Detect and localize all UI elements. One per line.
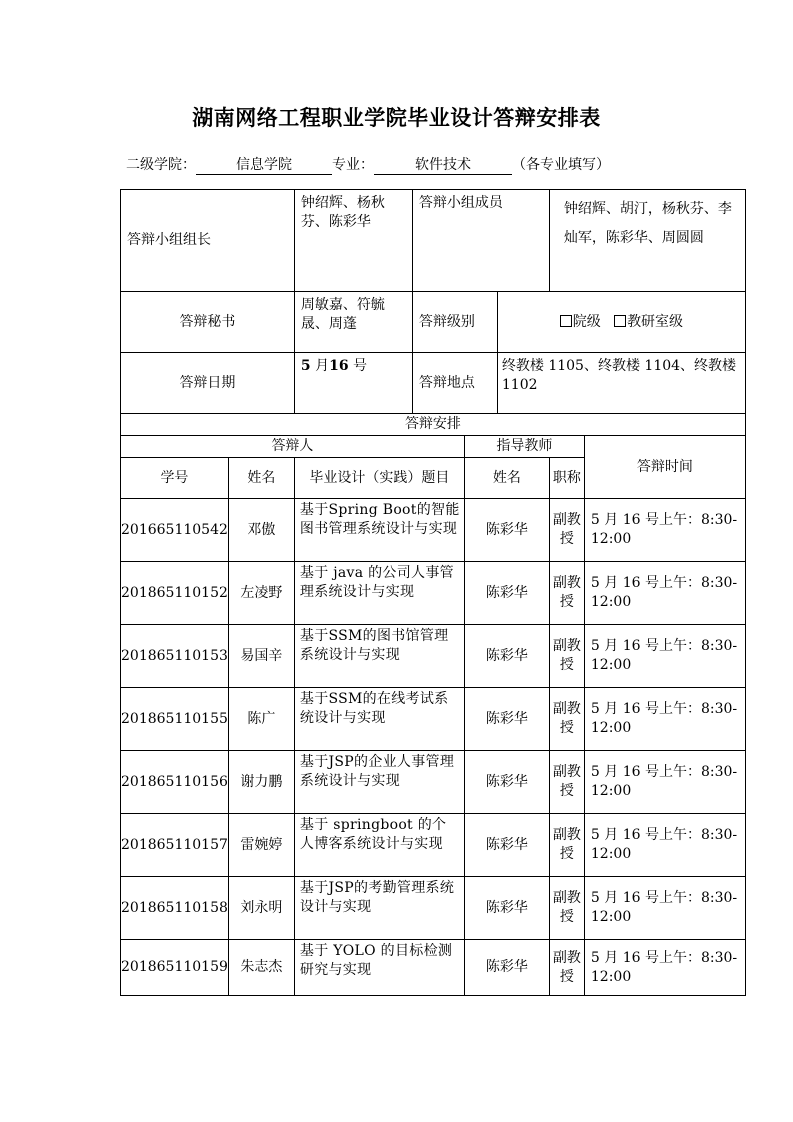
student-name: 陈广: [228, 688, 294, 751]
teacher-name: 陈彩华: [464, 814, 549, 877]
major-value: 软件技术: [374, 157, 512, 175]
table-row: [121, 562, 746, 625]
leader-row: [121, 190, 746, 292]
col-header-teacher-rank: 职称: [549, 458, 584, 499]
section-title-row: [121, 414, 746, 436]
schedule-table: [120, 189, 746, 996]
student-id: 201665110542: [121, 499, 229, 562]
defense-time: 5 月 16 号上午：8:30-12:00: [584, 562, 745, 625]
date-label: 答辩日期: [121, 353, 295, 414]
teacher-rank: 副教授: [549, 688, 584, 751]
table-row: [121, 625, 746, 688]
group-header-row: [121, 436, 746, 458]
teacher-name: 陈彩华: [464, 751, 549, 814]
members-label: 答辩小组成员: [412, 190, 549, 292]
student-name: 刘永明: [228, 877, 294, 940]
col-header-time: 答辩时间: [584, 436, 745, 499]
defense-time: 5 月 16 号上午：8:30-12:00: [584, 688, 745, 751]
col-header-teacher-name: 姓名: [464, 458, 549, 499]
table-row: [121, 751, 746, 814]
secretary-value: 周敏嘉、符毓晟、周蓬: [294, 292, 412, 353]
level-label: 答辩级别: [412, 292, 497, 353]
group-student-header: 答辩人: [121, 436, 465, 458]
level-checkbox-college[interactable]: [560, 315, 572, 327]
student-id: 201865110157: [121, 814, 229, 877]
leader-label: 答辩小组组长: [121, 190, 295, 292]
level-option-section: 教研室级: [627, 313, 684, 330]
student-name: 易国辛: [228, 625, 294, 688]
thesis-title: 基于JSP的考勤管理系统设计与实现: [294, 877, 464, 940]
defense-time: 5 月 16 号上午：8:30-12:00: [584, 814, 745, 877]
defense-time: 5 月 16 号上午：8:30-12:00: [584, 940, 745, 996]
group-teacher-header: 指导教师: [464, 436, 584, 458]
thesis-title: 基于SSM的图书馆管理系统设计与实现: [294, 625, 464, 688]
student-name: 左凌野: [228, 562, 294, 625]
leader-value: 钟绍辉、杨秋芬、陈彩华: [294, 190, 412, 292]
teacher-name: 陈彩华: [464, 877, 549, 940]
teacher-rank: 副教授: [549, 940, 584, 996]
thesis-title: 基于SSM的在线考试系统设计与实现: [294, 688, 464, 751]
level-options: [497, 292, 745, 353]
major-label: 专业：: [332, 157, 374, 173]
defense-time: 5 月 16 号上午：8:30-12:00: [584, 877, 745, 940]
student-name: 邓傲: [228, 499, 294, 562]
student-id: 201865110152: [121, 562, 229, 625]
student-name: 朱志杰: [228, 940, 294, 996]
student-id: 201865110155: [121, 688, 229, 751]
teacher-rank: 副教授: [549, 877, 584, 940]
table-row: [121, 940, 746, 996]
thesis-title: 基于 java 的公司人事管理系统设计与实现: [294, 562, 464, 625]
section-title: 答辩安排: [121, 414, 746, 436]
secretary-row: [121, 292, 746, 353]
student-id: 201865110158: [121, 877, 229, 940]
table-row: [121, 877, 746, 940]
level-checkbox-section[interactable]: [614, 315, 626, 327]
teacher-name: 陈彩华: [464, 562, 549, 625]
col-header-name: 姓名: [228, 458, 294, 499]
teacher-rank: 副教授: [549, 562, 584, 625]
student-name: 雷婉婷: [228, 814, 294, 877]
thesis-title: 基于Spring Boot的智能图书管理系统设计与实现: [294, 499, 464, 562]
col-header-title: 毕业设计（实践）题目: [294, 458, 464, 499]
place-label: 答辩地点: [412, 353, 497, 414]
col-header-id: 学号: [121, 458, 229, 499]
student-id: 201865110156: [121, 751, 229, 814]
level-option-college: 院级: [572, 313, 601, 330]
table-row: [121, 499, 746, 562]
teacher-name: 陈彩华: [464, 625, 549, 688]
defense-time: 5 月 16 号上午：8:30-12:00: [584, 625, 745, 688]
table-row: [121, 814, 746, 877]
college-value: 信息学院: [196, 157, 332, 175]
teacher-name: 陈彩华: [464, 940, 549, 996]
college-label: 二级学院：: [126, 157, 196, 173]
teacher-rank: 副教授: [549, 751, 584, 814]
teacher-rank: 副教授: [549, 625, 584, 688]
date-value: 5 月16 号: [294, 353, 412, 414]
thesis-title: 基于 springboot 的个人博客系统设计与实现: [294, 814, 464, 877]
defense-time: 5 月 16 号上午：8:30-12:00: [584, 499, 745, 562]
thesis-title: 基于 YOLO 的目标检测研究与实现: [294, 940, 464, 996]
teacher-name: 陈彩华: [464, 688, 549, 751]
teacher-name: 陈彩华: [464, 499, 549, 562]
subtitle-line: [126, 154, 610, 175]
thesis-title: 基于JSP的企业人事管理系统设计与实现: [294, 751, 464, 814]
teacher-rank: 副教授: [549, 499, 584, 562]
members-value: 钟绍辉、胡汀，杨秋芬、李灿军，陈彩华、周圆圆: [549, 190, 745, 292]
place-value: 终教楼 1105、终教楼 1104、终教楼 1102: [497, 353, 745, 414]
student-id: 201865110153: [121, 625, 229, 688]
student-id: 201865110159: [121, 940, 229, 996]
date-row: [121, 353, 746, 414]
teacher-rank: 副教授: [549, 814, 584, 877]
student-name: 谢力鹏: [228, 751, 294, 814]
secretary-label: 答辩秘书: [121, 292, 295, 353]
table-row: [121, 688, 746, 751]
defense-time: 5 月 16 号上午：8:30-12:00: [584, 751, 745, 814]
page-title: 湖南网络工程职业学院毕业设计答辩安排表: [192, 106, 601, 130]
fill-note: （各专业填写）: [512, 157, 610, 173]
